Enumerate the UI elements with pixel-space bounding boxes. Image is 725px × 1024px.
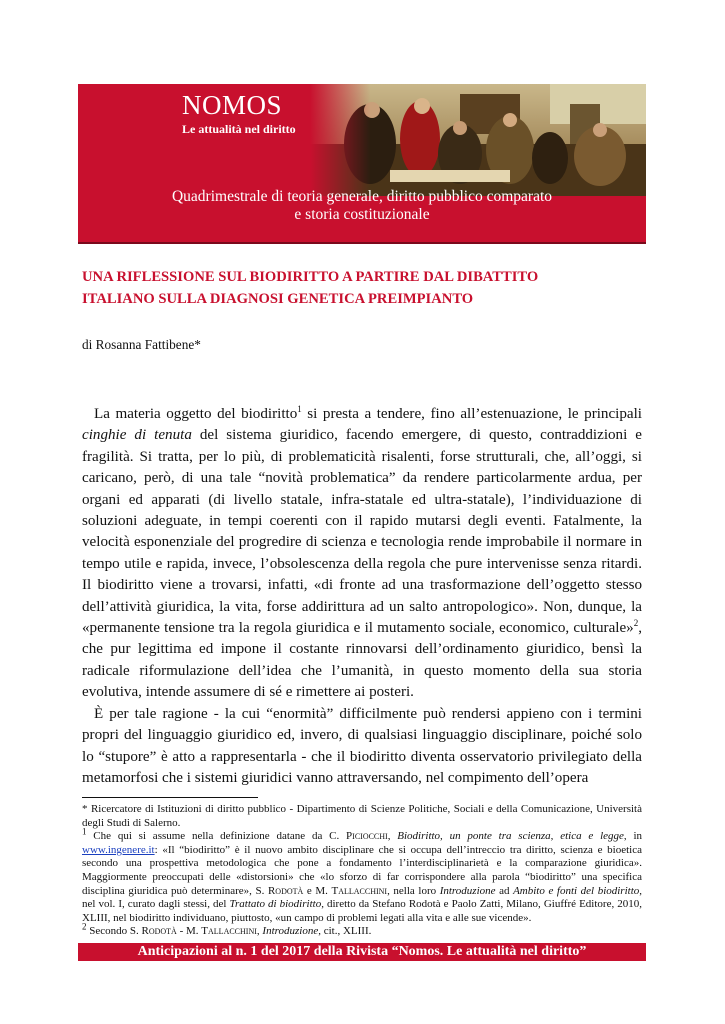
footnote-star: * Ricercatore di Istituzioni di diritto pubblico - Dipartimento di Scienze Politiche, Sociali e della Comunicazione, Università degli Studi di Salerno. <box>82 803 642 829</box>
author-name: Rodotà <box>267 884 304 897</box>
cited-title: Introduzione <box>439 884 496 897</box>
text-run: del sistema giuridico, facendo emergere, di questo, contraddizioni e fragilità. Si tratta, per lo più, di problematicità risalenti, forse strutturali, che, all’oggi, si caricano, però, di una tale “novità problematica” da rendere particolarmente ardua, per organi ed apparati (di livello statale, infra-statale ed ultra-statale), l’individuazione di soluzioni adeguate, in tempi coerenti con il rapido mutarsi degli eventi. Fatalmente, la velocità esponenziale del progredire di scienza e tecnologia rende improbabile il normare in tempo utile e rapida, invece, l’obsolescenza della regola che pure intervenisse senza ritardi. Il biodiritto viene a trovarsi, infatti, «di fronte ad una trasformazione dell’oggetto stesso dell’attività giuridica, la vita, forse addirittura ad un salto antropologico». Non, dunque, la «permanente tensione tra la regola giuridica e il mutamento sociale, economico, culturale» <box>82 427 642 637</box>
banner-bottom-rule <box>78 242 646 244</box>
footnote-separator <box>82 797 258 798</box>
footnotes <box>82 803 642 939</box>
text-run: e M. <box>303 884 332 897</box>
author-name: Tallacchini <box>201 925 257 938</box>
banner-painting-image <box>310 84 646 196</box>
body-paragraph-2: È per tale ragione - la cui “enormità” difficilmente può rendersi appieno con i termini propri del linguaggio giuridico ed, invero, di qualsiasi linguaggio disciplinare, poiché solo lo “stupore” è atto a rappresentarla - che il biodiritto diventa osservatorio privilegiato della metamorfosi che i sistemi giuridici vanno attraversando, nel compimento dell’opera <box>82 705 642 786</box>
text-run: , in <box>623 830 643 843</box>
text-run: , diretto da Stefano Rodotà e Paolo Zatti, Milano, Giuffré Editore, 2010, XLIII, nel biodiritto individuano, piuttosto, «un campo di problemi legati alla vita e alle sue vicende». <box>82 898 643 924</box>
cited-title: Biodiritto, un ponte tra scienza, etica e legge <box>397 830 624 843</box>
footnote-ref-2[interactable]: 2 <box>633 618 639 629</box>
body-paragraph-1 <box>82 404 642 704</box>
ingenere-link[interactable]: www.ingenere.it <box>82 843 155 856</box>
text-run: , <box>387 830 398 843</box>
text-run: , che pur legittima ed impone il costante rinnovarsi dell’ordinamento giuridico, bensì la radicale riformulazione dell’idea che l’umanità, in questo momento della sua storia evolutiva, intende assumere di sé e rimettere ai posteri. <box>82 620 642 701</box>
journal-logo-title: NOMOS <box>182 90 283 120</box>
footnote-ref-1[interactable]: 1 <box>297 403 302 414</box>
article-title <box>82 266 642 310</box>
text-run: : «Il “biodiritto” è il nuovo ambito disciplinare che si occupa dell’intreccio tra diritto, scienza e bioetica secondo una prospettiva metodologica che pone a fondamento l’interdisciplinarietà e la comparazione giuridica». Maggiormente preoccupati delle «distorsioni» che «lo sforzo di far corrispondere alla parola “biodiritto” una specifica disciplina giuridica può determinare», S. <box>82 843 642 897</box>
author-name: Tallacchini <box>331 884 388 897</box>
issue-footer-bar: Anticipazioni al n. 1 del 2017 della Rivista “Nomos. Le attualità nel diritto” <box>78 943 646 961</box>
journal-description-line1: Quadrimestrale di teoria generale, diritto pubblico comparato <box>171 188 553 205</box>
article-author: di Rosanna Fattibene* <box>82 337 201 352</box>
cited-title: Ambito e fonti del biodiritto <box>513 884 640 897</box>
text-run: Che qui si assume nella definizione datane da C. <box>86 830 347 843</box>
text-run: ad <box>495 884 514 897</box>
author-name: Rodotà <box>141 925 177 938</box>
journal-description <box>78 188 646 224</box>
italic-phrase: cinghie di tenuta <box>82 427 192 444</box>
text-run: Secondo S. <box>86 925 142 938</box>
journal-header-banner <box>78 84 646 244</box>
text-run: La materia oggetto del biodiritto <box>94 406 298 422</box>
text-run: - M. <box>176 925 202 938</box>
cited-title: Introduzione <box>262 925 319 938</box>
cited-title: Trattato di biodiritto <box>229 898 322 911</box>
article-title-line1: UNA RIFLESSIONE SUL BIODIRITTO A PARTIRE DAL DIBATTITO <box>82 269 539 285</box>
journal-logo-subtitle: Le attualità nel diritto <box>182 122 296 136</box>
text-run: , cit., XLIII. <box>318 925 372 938</box>
text-run: , nel vol. I, curato dagli stessi, del <box>82 884 642 911</box>
article-body <box>82 404 642 789</box>
footnote-2 <box>82 921 642 939</box>
footnote-1 <box>82 826 643 925</box>
footnote-2-number: 2 <box>82 921 87 932</box>
text-run: si presta a tendere, fino all’estenuazione, le principali <box>301 406 642 422</box>
footnote-1-number: 1 <box>82 826 87 837</box>
article-title-line2: ITALIANO SULLA DIAGNOSI GENETICA PREIMPIANTO <box>82 291 474 307</box>
author-name: Piciocchi <box>346 830 388 843</box>
text-run: , <box>256 925 263 938</box>
journal-description-line2: e storia costituzionale <box>294 206 430 223</box>
text-run: , nella loro <box>387 884 440 897</box>
